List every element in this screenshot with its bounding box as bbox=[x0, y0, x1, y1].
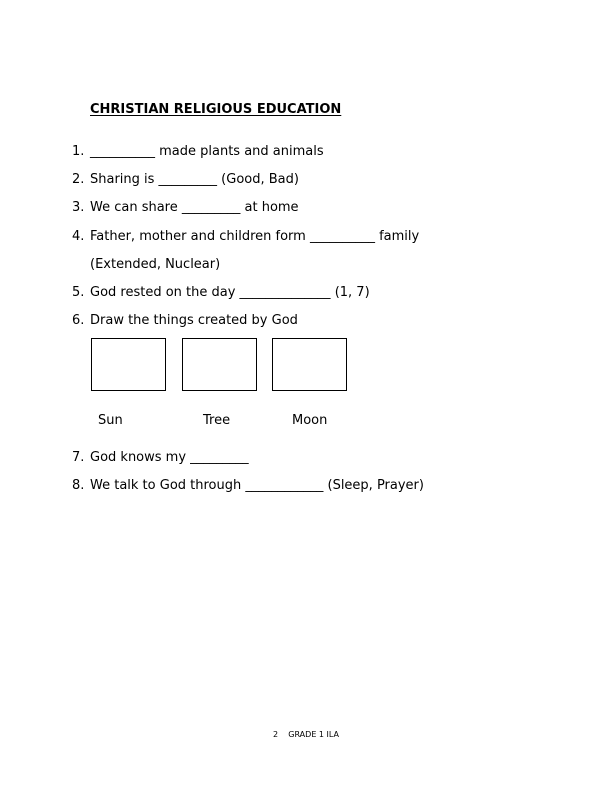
page-title: CHRISTIAN RELIGIOUS EDUCATION bbox=[90, 102, 342, 117]
question-number: 7. bbox=[72, 450, 85, 465]
question-text: __________ made plants and animals bbox=[90, 144, 324, 159]
box-label-tree: Tree bbox=[203, 413, 231, 428]
question-number: 1. bbox=[72, 144, 85, 159]
question-4-options: (Extended, Nuclear) bbox=[90, 257, 221, 272]
question-4 bbox=[72, 228, 419, 246]
question-number: 3. bbox=[72, 200, 85, 215]
question-number: 6. bbox=[72, 313, 85, 328]
drawing-box-sun[interactable] bbox=[91, 338, 166, 391]
question-number: 8. bbox=[72, 478, 85, 493]
question-8 bbox=[72, 477, 424, 495]
question-text: We can share _________ at home bbox=[90, 200, 299, 215]
question-text: Draw the things created by God bbox=[90, 313, 298, 328]
drawing-box-tree[interactable] bbox=[182, 338, 257, 391]
question-text: God rested on the day ______________ (1, 7) bbox=[90, 285, 370, 300]
question-text: We talk to God through ____________ (Sleep, Prayer) bbox=[90, 478, 424, 493]
question-text: God knows my _________ bbox=[90, 450, 249, 465]
question-6 bbox=[72, 312, 298, 330]
question-number: 5. bbox=[72, 285, 85, 300]
box-label-moon: Moon bbox=[292, 413, 328, 428]
question-1 bbox=[72, 143, 324, 161]
question-number: 2. bbox=[72, 172, 85, 187]
question-text: Father, mother and children form __________ family bbox=[90, 229, 420, 244]
question-text: Sharing is _________ (Good, Bad) bbox=[90, 172, 299, 187]
question-3 bbox=[72, 199, 299, 217]
page-footer: 2 GRADE 1 ILA bbox=[272, 730, 340, 739]
question-5 bbox=[72, 284, 370, 302]
drawing-box-moon[interactable] bbox=[272, 338, 347, 391]
box-label-sun: Sun bbox=[98, 413, 123, 428]
question-number: 4. bbox=[72, 229, 85, 244]
question-7 bbox=[72, 449, 249, 467]
question-2 bbox=[72, 171, 299, 189]
